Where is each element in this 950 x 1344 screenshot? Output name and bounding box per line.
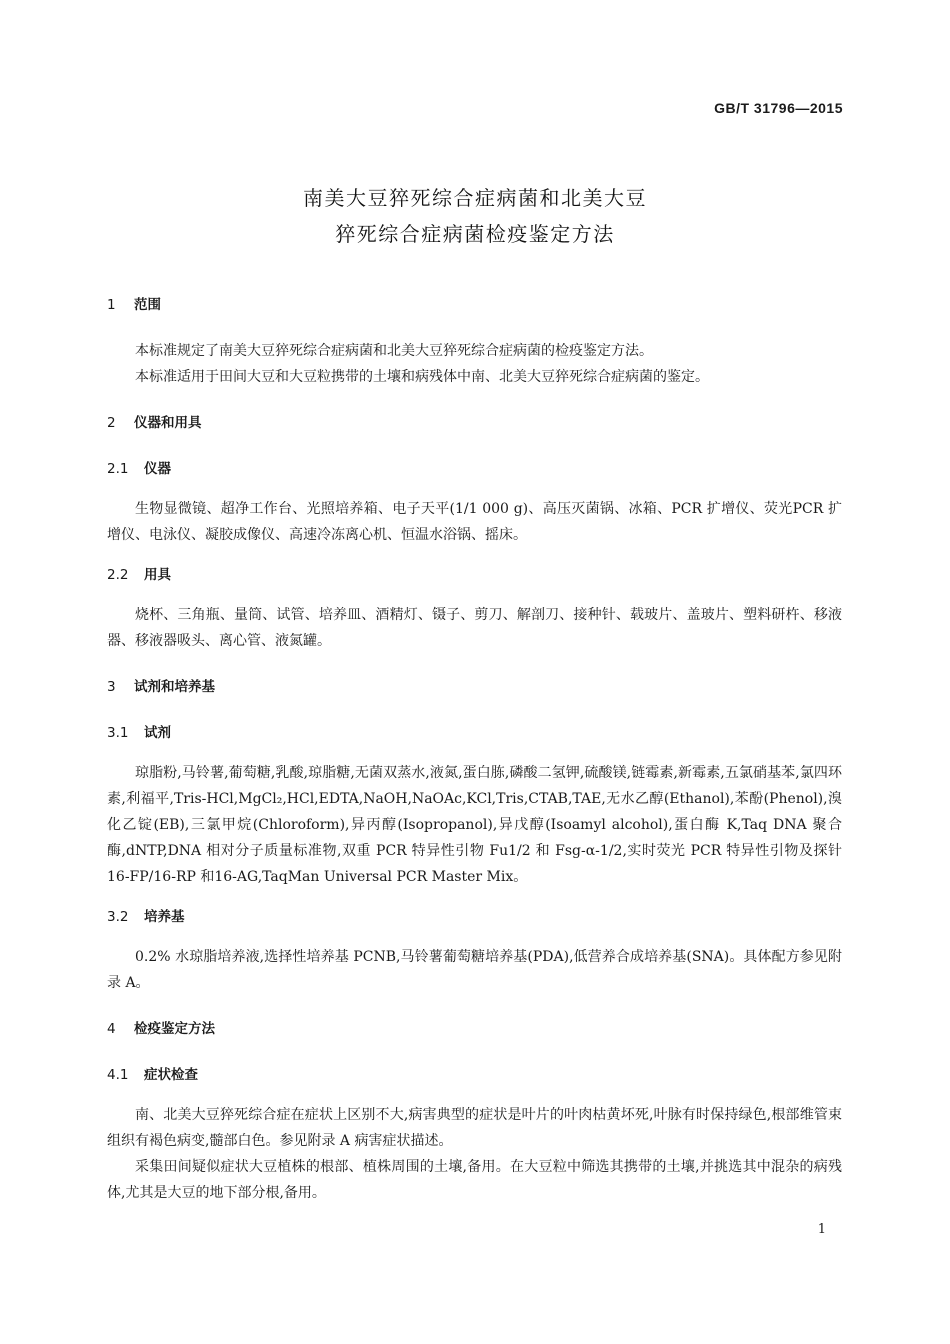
title-line-1: 南美大豆猝死综合症病菌和北美大豆 <box>303 186 647 210</box>
section-heading-2: 2 仪器和用具 <box>107 415 202 431</box>
paragraph-scope-1: 本标准规定了南美大豆猝死综合症病菌和北美大豆猝死综合症病菌的检疫鉴定方法。 <box>135 343 653 359</box>
section-heading-1: 1 范围 <box>107 297 161 313</box>
document-body <box>107 292 842 1206</box>
paragraph-instruments: 生物显微镜、超净工作台、光照培养箱、电子天平(1/1 000 g)、高压灭菌锅、冰箱、PCR 扩增仪、荧光PCR 扩增仪、电泳仪、凝胶成像仪、高速冷冻离心机、恒温水浴锅、摇床。 <box>107 501 842 543</box>
paragraph-symptoms-1: 南、北美大豆猝死综合症在症状上区别不大,病害典型的症状是叶片的叶肉枯黄坏死,叶脉有时保持绿色,根部维管束组织有褐色病变,髓部白色。参见附录 A 病害症状描述。 <box>107 1107 842 1149</box>
standard-number: GB/T 31796—2015 <box>714 100 843 116</box>
subsection-heading-4-1: 4.1 症状检查 <box>107 1067 198 1083</box>
section-heading-3: 3 试剂和培养基 <box>107 679 215 695</box>
paragraph-media: 0.2% 水琼脂培养液,选择性培养基 PCNB,马铃薯葡萄糖培养基(PDA),低营养合成培养基(SNA)。具体配方参见附录 A。 <box>107 949 842 991</box>
paragraph-tools: 烧杯、三角瓶、量筒、试管、培养皿、酒精灯、镊子、剪刀、解剖刀、接种针、载玻片、盖玻片、塑料研杵、移液器、移液器吸头、离心管、液氮罐。 <box>107 607 842 649</box>
paragraph-symptoms-2: 采集田间疑似症状大豆植株的根部、植株周围的土壤,备用。在大豆粒中筛选其携带的土壤,并挑选其中混杂的病残体,尤其是大豆的地下部分根,备用。 <box>107 1159 842 1201</box>
subsection-heading-3-1: 3.1 试剂 <box>107 725 171 741</box>
title-line-2: 猝死综合症病菌检疫鉴定方法 <box>335 222 615 246</box>
document-title <box>0 180 950 252</box>
section-heading-4: 4 检疫鉴定方法 <box>107 1021 215 1037</box>
paragraph-reagents: 琼脂粉,马铃薯,葡萄糖,乳酸,琼脂糖,无菌双蒸水,液氮,蛋白胨,磷酸二氢钾,硫酸镁,链霉素,新霉素,五氯硝基苯,氯四环素,利福平,Tris-HCl,MgCl₂,HCl,EDTA,NaOH,NaOAc,KCl,Tris,CTAB,TAE,无水乙醇(Ethanol),苯酚(Phenol),溴化乙锭(EB),三氯甲烷(Chloroform),异丙醇(Isopropanol),异戊醇(Isoamyl alcohol),蛋白酶 K,Taq DNA 聚合酶,dNTP,DNA 相对分子质量标准物,双重 PCR 特异性引物 Fu1/2 和 Fsg-α-1/2,实时荧光 PCR 特异性引物及探针 16-FP/16-RP 和16-AG,TaqMan Universal PCR Master Mix。 <box>107 765 842 885</box>
subsection-heading-2-1: 2.1 仪器 <box>107 461 171 477</box>
page-number: 1 <box>817 1222 826 1237</box>
subsection-heading-3-2: 3.2 培养基 <box>107 909 185 925</box>
paragraph-scope-2: 本标准适用于田间大豆和大豆粒携带的土壤和病残体中南、北美大豆猝死综合症病菌的鉴定。 <box>135 369 709 385</box>
subsection-heading-2-2: 2.2 用具 <box>107 567 171 583</box>
